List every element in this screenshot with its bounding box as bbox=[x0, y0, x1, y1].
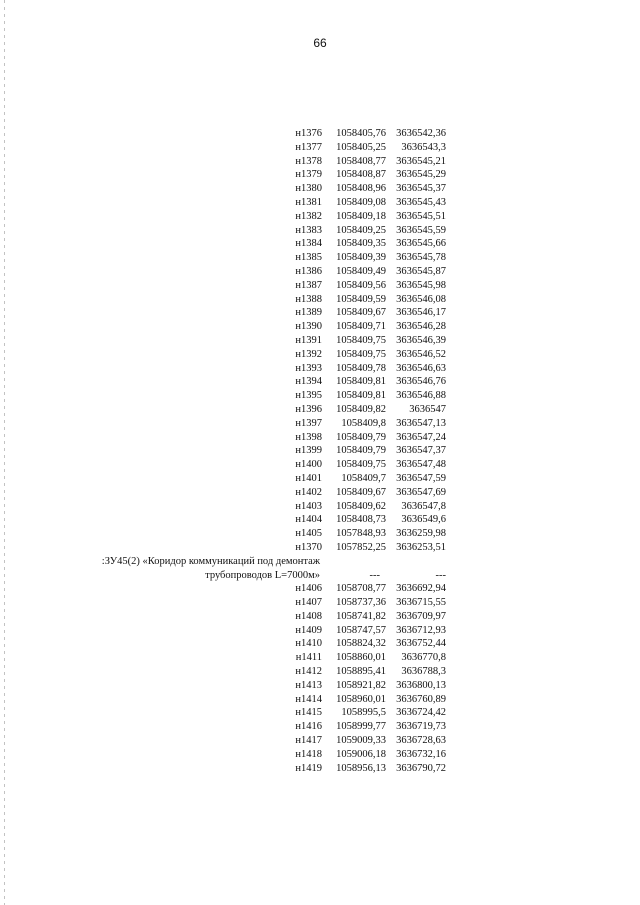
coord-y: 3636770,8 bbox=[401, 652, 446, 664]
coord-y: 3636545,59 bbox=[396, 224, 446, 236]
coord-x: 1058409,7 bbox=[341, 472, 386, 484]
table-row bbox=[230, 665, 446, 679]
section-dash-x: --- bbox=[369, 569, 380, 581]
table-row bbox=[230, 127, 446, 141]
point-id: н1395 bbox=[295, 390, 322, 402]
coord-x: 1057852,25 bbox=[336, 541, 386, 553]
table-row bbox=[230, 541, 446, 555]
coord-y: 3636760,89 bbox=[396, 693, 446, 705]
coord-x: 1058408,73 bbox=[336, 514, 386, 526]
coord-x: 1058921,82 bbox=[336, 679, 386, 691]
point-id: н1405 bbox=[295, 528, 322, 540]
table-row bbox=[230, 403, 446, 417]
table-row bbox=[230, 624, 446, 638]
coord-y: 3636709,97 bbox=[396, 610, 446, 622]
coord-y: 3636542,36 bbox=[396, 128, 446, 139]
point-id: н1388 bbox=[295, 293, 322, 305]
point-id: н1418 bbox=[295, 748, 322, 760]
coord-x: 1058409,67 bbox=[336, 307, 386, 319]
table-row bbox=[230, 224, 446, 238]
point-id: н1393 bbox=[295, 362, 322, 374]
coord-x: 1058409,35 bbox=[336, 238, 386, 250]
section-title-line-1: :ЗУ45(2) «Коридор коммуникаций под демонтаж bbox=[101, 555, 320, 567]
coord-y: 3636728,63 bbox=[396, 735, 446, 747]
point-id: н1407 bbox=[295, 597, 322, 609]
coord-x: 1058409,79 bbox=[336, 445, 386, 457]
coord-y: 3636715,55 bbox=[396, 597, 446, 609]
coord-x: 1058409,67 bbox=[336, 486, 386, 498]
coord-x: 1059006,18 bbox=[336, 748, 386, 760]
coord-y: 3636790,72 bbox=[396, 762, 446, 774]
coord-y: 3636547,48 bbox=[396, 459, 446, 471]
coord-x: 1058409,81 bbox=[336, 376, 386, 388]
point-id: н1408 bbox=[295, 610, 322, 622]
point-id: н1386 bbox=[295, 265, 322, 277]
table-row bbox=[230, 362, 446, 376]
point-id: н1406 bbox=[295, 583, 322, 595]
coord-x: 1058405,76 bbox=[336, 128, 386, 139]
coord-x: 1058408,77 bbox=[336, 155, 386, 167]
coord-y: 3636546,17 bbox=[396, 307, 446, 319]
table-row bbox=[230, 265, 446, 279]
coord-x: 1059009,33 bbox=[336, 735, 386, 747]
coord-y: 3636545,43 bbox=[396, 196, 446, 208]
coord-y: 3636719,73 bbox=[396, 721, 446, 733]
table-row bbox=[230, 610, 446, 624]
point-id: н1392 bbox=[295, 348, 322, 360]
table-row bbox=[230, 237, 446, 251]
table-row bbox=[230, 472, 446, 486]
point-id: н1396 bbox=[295, 403, 322, 415]
coord-y: 3636259,98 bbox=[396, 528, 446, 540]
coord-y: 3636545,37 bbox=[396, 183, 446, 195]
coord-x: 1058409,59 bbox=[336, 293, 386, 305]
table-row bbox=[230, 486, 446, 500]
table-row bbox=[230, 679, 446, 693]
table-row bbox=[230, 279, 446, 293]
table-row bbox=[230, 168, 446, 182]
coord-x: 1057848,93 bbox=[336, 528, 386, 540]
coord-y: 3636547,13 bbox=[396, 417, 446, 429]
table-row bbox=[230, 734, 446, 748]
table-row bbox=[230, 417, 446, 431]
coordinates-table bbox=[101, 127, 446, 775]
section-header-row bbox=[230, 555, 446, 583]
point-id: н1377 bbox=[295, 141, 322, 153]
coord-x: 1058409,18 bbox=[336, 210, 386, 222]
coord-x: 1058409,82 bbox=[336, 403, 386, 415]
table-row bbox=[230, 431, 446, 445]
coord-y: 3636788,3 bbox=[401, 666, 446, 678]
coord-y: 3636692,94 bbox=[396, 583, 446, 595]
point-id: н1399 bbox=[295, 445, 322, 457]
coord-x: 1058960,01 bbox=[336, 693, 386, 705]
coord-x: 1058708,77 bbox=[336, 583, 386, 595]
point-id: н1411 bbox=[295, 652, 322, 664]
point-id: н1414 bbox=[295, 693, 322, 705]
table-row bbox=[230, 334, 446, 348]
table-row bbox=[230, 155, 446, 169]
coord-x: 1058409,75 bbox=[336, 348, 386, 360]
coord-x: 1058409,49 bbox=[336, 265, 386, 277]
table-row bbox=[230, 293, 446, 307]
table-row bbox=[230, 637, 446, 651]
coord-x: 1058737,36 bbox=[336, 597, 386, 609]
coord-x: 1058409,08 bbox=[336, 196, 386, 208]
coord-y: 3636549,6 bbox=[401, 514, 446, 526]
table-row bbox=[230, 458, 446, 472]
coord-y: 3636545,21 bbox=[396, 155, 446, 167]
coord-x: 1058409,71 bbox=[336, 321, 386, 333]
coord-x: 1058408,87 bbox=[336, 169, 386, 181]
coord-x: 1058409,39 bbox=[336, 252, 386, 264]
coord-y: 3636547,59 bbox=[396, 472, 446, 484]
section-title bbox=[102, 555, 320, 583]
point-id: н1416 bbox=[295, 721, 322, 733]
coord-y: 3636712,93 bbox=[396, 624, 446, 636]
point-id: н1410 bbox=[295, 638, 322, 650]
coord-y: 3636545,51 bbox=[396, 210, 446, 222]
coord-y: 3636547,69 bbox=[396, 486, 446, 498]
coord-y: 3636547,37 bbox=[396, 445, 446, 457]
point-id: н1417 bbox=[295, 735, 322, 747]
coord-y: 3636546,63 bbox=[396, 362, 446, 374]
coord-x: 1058956,13 bbox=[336, 762, 386, 774]
coord-x: 1058409,75 bbox=[336, 459, 386, 471]
table-row bbox=[230, 320, 446, 334]
table-row bbox=[230, 348, 446, 362]
point-id: н1413 bbox=[295, 679, 322, 691]
coord-y: 3636732,16 bbox=[396, 748, 446, 760]
coord-y: 3636545,87 bbox=[396, 265, 446, 277]
point-id: н1409 bbox=[295, 624, 322, 636]
point-id: н1384 bbox=[295, 238, 322, 250]
coord-x: 1058747,57 bbox=[336, 624, 386, 636]
coord-x: 1058741,82 bbox=[336, 610, 386, 622]
point-id: н1415 bbox=[295, 707, 322, 719]
coord-y: 3636545,29 bbox=[396, 169, 446, 181]
point-id: н1376 bbox=[295, 128, 322, 139]
coord-x: 1058409,75 bbox=[336, 334, 386, 346]
coord-y: 3636752,44 bbox=[396, 638, 446, 650]
table-row bbox=[230, 513, 446, 527]
table-row bbox=[230, 748, 446, 762]
table-row bbox=[230, 720, 446, 734]
coord-y: 3636800,13 bbox=[396, 679, 446, 691]
table-row bbox=[230, 582, 446, 596]
table-row bbox=[230, 210, 446, 224]
point-id: н1389 bbox=[295, 307, 322, 319]
page-number: 66 bbox=[313, 36, 327, 50]
coord-y: 3636545,78 bbox=[396, 252, 446, 264]
table-row bbox=[230, 596, 446, 610]
coord-y: 3636546,08 bbox=[396, 293, 446, 305]
coord-y: 3636546,39 bbox=[396, 334, 446, 346]
coord-x: 1058409,79 bbox=[336, 431, 386, 443]
table-row bbox=[230, 251, 446, 265]
section-title-line-2: трубопроводов L=7000м» bbox=[205, 569, 320, 581]
section-header-block bbox=[101, 555, 446, 583]
coord-y: 3636545,66 bbox=[396, 238, 446, 250]
table-row bbox=[230, 762, 446, 776]
point-id: н1385 bbox=[295, 252, 322, 264]
coord-x: 1058409,8 bbox=[341, 417, 386, 429]
point-id: н1379 bbox=[295, 169, 322, 181]
section-header bbox=[101, 555, 446, 583]
point-id: н1391 bbox=[295, 334, 322, 346]
point-id: н1419 bbox=[295, 762, 322, 774]
table-row bbox=[230, 306, 446, 320]
table-row bbox=[230, 375, 446, 389]
point-id: н1381 bbox=[295, 196, 322, 208]
coordinates-top-block bbox=[230, 127, 446, 555]
table-row bbox=[230, 651, 446, 665]
coord-x: 1058409,81 bbox=[336, 390, 386, 402]
scan-edge-artifact bbox=[4, 0, 5, 905]
coord-x: 1058999,77 bbox=[336, 721, 386, 733]
coord-x: 1058408,96 bbox=[336, 183, 386, 195]
table-row bbox=[230, 444, 446, 458]
coord-x: 1058860,01 bbox=[336, 652, 386, 664]
coord-x: 1058824,32 bbox=[336, 638, 386, 650]
table-row bbox=[230, 389, 446, 403]
point-id: н1387 bbox=[295, 279, 322, 291]
point-id: н1394 bbox=[295, 376, 322, 388]
point-id: н1380 bbox=[295, 183, 322, 195]
coord-y: 3636543,3 bbox=[401, 141, 446, 153]
point-id: н1382 bbox=[295, 210, 322, 222]
coord-y: 3636546,28 bbox=[396, 321, 446, 333]
coord-y: 3636546,76 bbox=[396, 376, 446, 388]
table-row bbox=[230, 196, 446, 210]
table-row bbox=[230, 500, 446, 514]
coordinates-bottom-block bbox=[230, 582, 446, 775]
table-row bbox=[230, 182, 446, 196]
table-row bbox=[230, 141, 446, 155]
point-id: н1404 bbox=[295, 514, 322, 526]
coord-x: 1058405,25 bbox=[336, 141, 386, 153]
point-id: н1378 bbox=[295, 155, 322, 167]
coord-y: 3636546,88 bbox=[396, 390, 446, 402]
coord-x: 1058409,78 bbox=[336, 362, 386, 374]
point-id: н1403 bbox=[295, 500, 322, 512]
point-id: н1412 bbox=[295, 666, 322, 678]
coord-x: 1058409,62 bbox=[336, 500, 386, 512]
point-id: н1400 bbox=[295, 459, 322, 471]
coord-y: 3636253,51 bbox=[396, 541, 446, 553]
section-dash-y: --- bbox=[435, 569, 446, 581]
coord-y: 3636724,42 bbox=[396, 707, 446, 719]
point-id: н1401 bbox=[295, 472, 322, 484]
table-row bbox=[230, 527, 446, 541]
coord-y: 3636547 bbox=[409, 403, 446, 415]
coord-x: 1058895,41 bbox=[336, 666, 386, 678]
point-id: н1398 bbox=[295, 431, 322, 443]
coord-y: 3636547,8 bbox=[401, 500, 446, 512]
point-id: н1383 bbox=[295, 224, 322, 236]
section-header-cell bbox=[101, 555, 446, 583]
table-row bbox=[230, 706, 446, 720]
point-id: н1397 bbox=[295, 417, 322, 429]
point-id: н1370 bbox=[295, 541, 322, 553]
coord-y: 3636547,24 bbox=[396, 431, 446, 443]
point-id: н1402 bbox=[295, 486, 322, 498]
point-id: н1390 bbox=[295, 321, 322, 333]
coord-x: 1058409,25 bbox=[336, 224, 386, 236]
coord-y: 3636545,98 bbox=[396, 279, 446, 291]
coord-x: 1058995,5 bbox=[341, 707, 386, 719]
coord-y: 3636546,52 bbox=[396, 348, 446, 360]
coord-x: 1058409,56 bbox=[336, 279, 386, 291]
table-row bbox=[230, 693, 446, 707]
